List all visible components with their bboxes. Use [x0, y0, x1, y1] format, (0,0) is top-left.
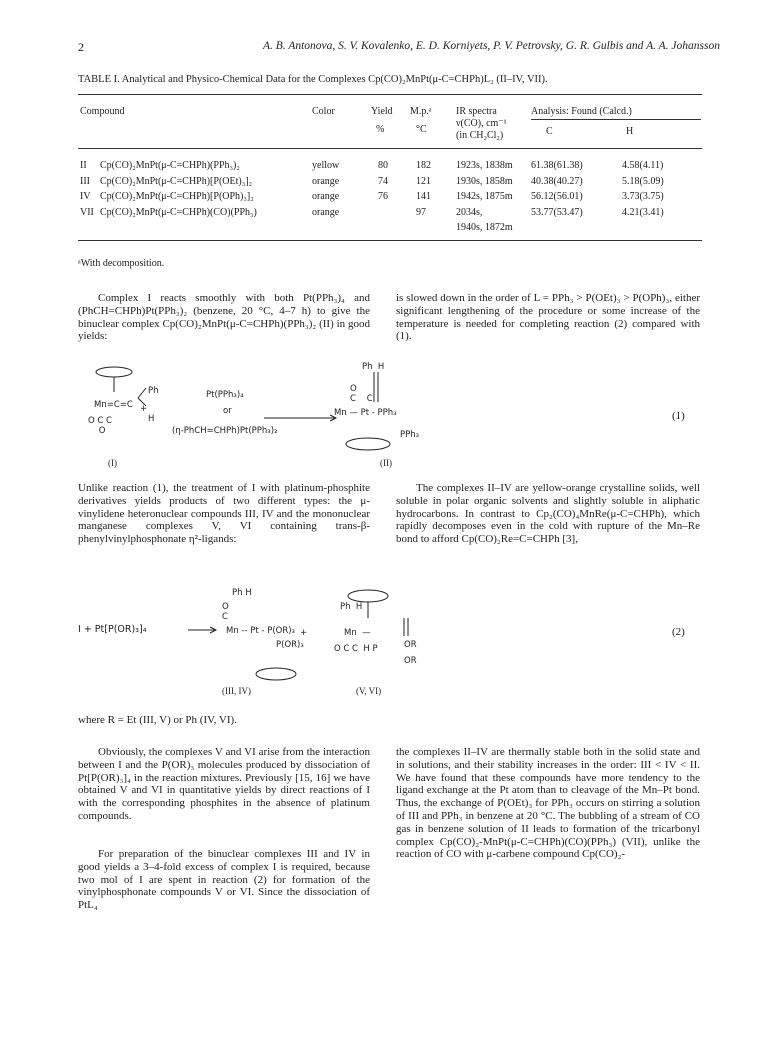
scheme2-ph-h-2: Ph H [340, 602, 363, 612]
scheme1-label-I: (I) [108, 458, 117, 468]
table-cell-c: 56.12(56.01) [531, 191, 583, 202]
scheme1-mn: Mn=C=C [94, 400, 133, 410]
th-mp: M.p.ᵃ [410, 106, 432, 117]
table-footnote: ᵃWith decomposition. [78, 258, 165, 269]
th-h: H [626, 126, 634, 137]
table-cell-ir: 2034s, [456, 206, 483, 218]
scheme1-ph-h: Ph H [362, 362, 385, 372]
equation-number-2: (2) [672, 626, 685, 638]
table-cell-mp: 97 [416, 206, 426, 218]
analysis-rule [531, 119, 701, 120]
scheme2-lhs: I + Pt[P(OR)₃]₄ [78, 624, 147, 635]
paragraph-1-right: is slowed down in the order of L = PPh₃ > P(OEt)₃ > P(OPh)₃, either significant lengthening of the procedure or some increase of the temperature is needed for completing reaction (2) compared with (1). [396, 292, 700, 343]
table-cell-formula: Cp(CO)₂MnPt(μ-C=CHPh)[P(OPh)₃]₂ [100, 191, 254, 202]
th-compound: Compound [80, 106, 125, 117]
table-cell-mp: 141 [416, 191, 431, 202]
scheme1-reagent1: Pt(PPh₃)₄ [206, 390, 244, 400]
th-ir1: IR spectra [456, 106, 497, 117]
scheme1-or: or [223, 406, 232, 416]
equation-number-1: (1) [672, 410, 685, 422]
table-cell-yield: 80 [378, 160, 388, 171]
table-cell-formula: Cp(CO)₂MnPt(μ-C=CHPh)(CO)(PPh₃) [100, 206, 257, 218]
table-cell-yield: 76 [378, 191, 388, 202]
table-cell-yield: 74 [378, 175, 388, 187]
ir-extra: 1940s, 1872m [456, 222, 513, 233]
table-cell-c: 61.38(61.38) [531, 160, 583, 171]
scheme2-mn: Mn — [344, 628, 371, 638]
table-cell-ir: 1930s, 1858m [456, 175, 513, 187]
reaction-scheme-2 [78, 588, 718, 698]
table-cell-color: yellow [312, 160, 340, 171]
th-c: C [546, 126, 553, 137]
scheme1-h: H [148, 414, 155, 424]
table-caption: TABLE I. Analytical and Physico-Chemical Data for the Complexes Cp(CO)₂MnPt(μ-C=CHPh)L₂ (II–IV, VII). [78, 74, 548, 85]
th-mp-unit: °C [416, 124, 427, 135]
table-cell-formula: Cp(CO)₂MnPt(μ-C=CHPh)(PPh₃)₂ [100, 160, 240, 171]
scheme2-or2: OR [404, 656, 417, 666]
th-ir3: (in CH₂Cl₂) [456, 130, 504, 141]
scheme2-ph-h: Ph H [232, 588, 252, 598]
table-cell-color: orange [312, 175, 340, 187]
cp-ring-3 [256, 668, 296, 680]
scheme1-plus: + [140, 404, 148, 414]
paragraph-2-left: Unlike reaction (1), the treatment of I with platinum-phosphite derivatives yields products of two different types: the μ-vinylidene heteronuclear compounds III, IV and the mononuclear manganese complexes V, VI containing trans-β-phenylvinylphosphonate η²-ligands: [78, 482, 370, 546]
table-cell-h: 3.73(3.75) [622, 191, 664, 202]
scheme1-co: O C C [350, 384, 373, 404]
table-header-rule [78, 148, 702, 149]
table-cell-c: 53.77(53.47) [531, 206, 583, 218]
cp-ring-1 [96, 367, 132, 377]
th-yield-unit: % [376, 124, 385, 135]
scheme1-pph3: PPh₃ [400, 430, 420, 440]
scheme2-por3: P(OR)₃ [276, 640, 304, 650]
paragraph-4-left: For preparation of the binuclear complexes III and IV in good yields a 3–4-fold excess of complex I is required, because two mol of I are spent in reaction (2) for formation of the vinylphosphonate compounds V or VI. Since the dissociation of PtL₄ [78, 848, 370, 912]
where-line: where R = Et (III, V) or Ph (IV, VI). [78, 714, 237, 726]
table-cell-formula: Cp(CO)₂MnPt(μ-C=CHPh)[P(OEt)₃]₂ [100, 175, 253, 187]
reaction-scheme-1 [78, 358, 718, 468]
cp-ring-2 [346, 438, 390, 450]
scheme1-mnpt: Mn — Pt - PPh₃ [334, 408, 397, 418]
paragraph-3-left: Obviously, the complexes V and VI arise from the interaction between I and the P(OR)₃ molecules produced by dissociation of Pt[P(OR)₃]₄ in the reaction mixtures. Previously [15, 16] we have obtained V and VI in quantitative yields by direct reactions of I with the corresponding phosphites in the absence of platinum compounds. [78, 746, 370, 822]
table-cell-h: 4.21(3.41) [622, 206, 664, 218]
table-cell-id: VII [80, 206, 94, 218]
table-cell-color: orange [312, 206, 340, 218]
table-cell-id: III [80, 175, 90, 187]
table-top-rule [78, 94, 702, 95]
paragraph-2-right: The complexes II–IV are yellow-orange crystalline solids, well soluble in polar organic solvents and slightly soluble in aliphatic hydrocarbons. In contrast to Cp₂(CO)₄MnRe(μ-C=CHPh), which rapidly decomposes even in the cold with rupture of the Mn–Re bond to afford Cp(CO)₂Re=C=CHPh [3], [396, 482, 700, 546]
scheme1-oc: O C C O [88, 416, 112, 436]
table-cell-color: orange [312, 191, 340, 202]
scheme1-label-II: (II) [380, 458, 392, 468]
table-cell-id: IV [80, 191, 91, 202]
table-cell-h: 4.58(4.11) [622, 160, 664, 171]
paragraph-1-left: Complex I reacts smoothly with both Pt(PPh₃)₄ and (PhCH=CHPh)Pt(PPh₃)₂ (benzene, 20 °C, 4–7 h) to give the binuclear complex Cp(CO)₂MnPt(μ-C=CHPh)(PPh₃)₂ (II) in good yields: [78, 292, 370, 343]
table-cell-ir: 1942s, 1875m [456, 191, 513, 202]
scheme2-co: O C [222, 602, 229, 622]
table-bottom-rule [78, 240, 702, 241]
cp-ring-4 [348, 590, 388, 602]
th-analysis: Analysis: Found (Calcd.) [531, 106, 632, 117]
scheme2-oc: O C C H P [334, 644, 378, 654]
scheme1-reagent2: (η-PhCH=CHPh)Pt(PPh₃)₂ [172, 426, 278, 436]
table-cell-h: 5.18(5.09) [622, 175, 664, 187]
th-ir2: ν(CO), cm⁻¹ [456, 118, 507, 129]
scheme2-label-III-IV: (III, IV) [222, 686, 251, 696]
scheme2-mnpt: Mn -- Pt - P(OR)₃ [226, 626, 295, 636]
table-cell-mp: 182 [416, 160, 431, 171]
table-cell-ir: 1923s, 1838m [456, 160, 513, 171]
page-number: 2 [78, 40, 84, 54]
scheme2-or1: OR [404, 640, 417, 650]
scheme2-label-V-VI: (V, VI) [356, 686, 382, 696]
th-color: Color [312, 106, 335, 117]
th-yield: Yield [371, 106, 393, 117]
table-cell-c: 40.38(40.27) [531, 175, 583, 187]
table-cell-id: II [80, 160, 87, 171]
table-cell-mp: 121 [416, 175, 431, 187]
paragraph-3-right: the complexes II–IV are thermally stable both in the solid state and in solutions, and their stability increases in the order: III < IV < II. We have found that these compounds have more tendency to the ligand exchange at the Pt atom than to cleavage of the Mn–Pt bond. Thus, the exchange of P(OEt)₃ for PPh₃ occurs on stirring a solution of III and PPh₃ in benzene at 20 °C. The bubbling of a stream of CO gas in benzene solution of II leads to formation of the tricarbonyl complex Cp(CO)₂-MnPt(μ-C=CHPh)(CO)(PPh₃) (VII), unlike the reaction of CO with μ-carbene compound Cp(CO)₂- [396, 746, 700, 861]
running-header: A. B. Antonova, S. V. Kovalenko, E. D. Korniyets, P. V. Petrovsky, G. R. Gulbis and A. A. Johansson [263, 40, 720, 52]
scheme1-ph: Ph [148, 386, 159, 396]
scheme2-plus: + [300, 628, 308, 638]
